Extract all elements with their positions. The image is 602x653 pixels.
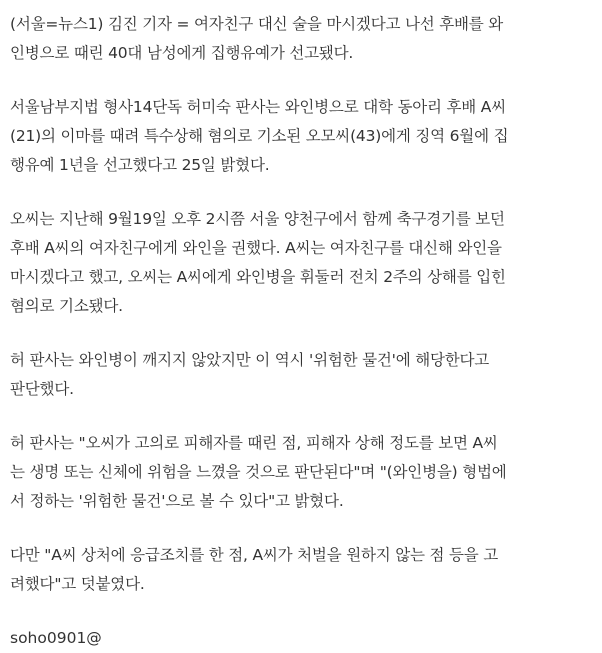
article-paragraph: 다만 "A씨 상처에 응급조치를 한 점, A씨가 처벌을 원하지 않는 점 등을 고 려했다"고 덧붙였다. [10,546,499,593]
article-paragraph: 허 판사는 "오씨가 고의로 피해자를 때린 점, 피해자 상해 정도를 보면 A씨 는 생명 또는 신체에 위험을 느꼈을 것으로 판단된다"며 "(와인병을) 형법에 서 정하는 '위험한 물건'으로 볼 수 있다"고 밝혔다. [10,434,507,510]
reporter-byline: soho0901@ [10,629,102,647]
article-paragraph: 허 판사는 와인병이 깨지지 않았지만 이 역시 '위험한 물건'에 해당한다고 판단했다. [10,351,490,398]
article-paragraph-lead: (서울=뉴스1) 김진 기자 = 여자친구 대신 술을 마시겠다고 나선 후배를 와 인병으로 때린 40대 남성에게 집행유예가 선고됐다. [10,15,504,62]
article-paragraph: 서울남부지법 형사14단독 허미숙 판사는 와인병으로 대학 동아리 후배 A씨 (21)의 이마를 때려 특수상해 혐의로 기소된 오모씨(43)에게 징역 6월에 집 행유예 1년을 선고했다고 25일 밝혔다. [10,98,509,174]
article-paragraph: 오씨는 지난해 9월19일 오후 2시쯤 서울 양천구에서 함께 축구경기를 보던 후배 A씨의 여자친구에게 와인을 권했다. A씨는 여자친구를 대신해 와인을 마시겠다고 했고, 오씨는 A씨에게 와인병을 휘둘러 전치 2주의 상해를 입힌 혐의로 기소됐다. [10,210,506,315]
